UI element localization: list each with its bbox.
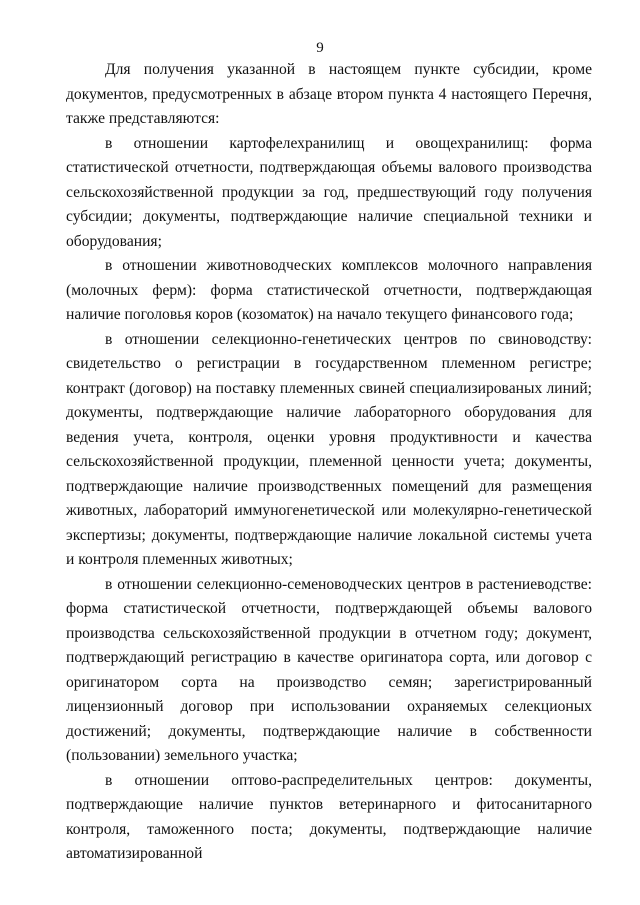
paragraph-seed-breeding-centers: в отношении селекционно-семеноводческих центров в растениеводстве: форма статистической отчетности, подтверждающей объемы валового производства сельскохозяйственной продукции в отчетном году; документ, подтверждающий регистрацию в качестве оригинатора сорта, или договор с оригинатором сорта на производство семян; зарегистрированный лицензионный договор при использовании охраняемых селекционых достижений; документы, подтверждающие наличие в собственности (пользовании) земельного участка; [66, 575, 592, 764]
paragraph-intro: Для получения указанной в настоящем пункте субсидии, кроме документов, предусмотренных в абзаце втором пункта 4 настоящего Перечня, также представляются: [66, 61, 592, 127]
page-number: 9 [316, 40, 324, 56]
paragraph-pig-breeding-centers: в отношении селекционно-генетических центров по свиноводству: свидетельство о регистрации в государственном племенном регистре; контракт (договор) на поставку племенных свиней специализированых линий; документы, подтверждающие наличие лабораторного оборудования для ведения учета, контроля, оценки уровня продуктивности и качества сельскохозяйственной продукции, племенной ценности учета; документы, подтверждающие наличие производственных помещений для размещения животных, лабораторий иммуногенетической или молекулярно-генетической экспертизы; документы, подтверждающие наличие локальной системы учета и контроля племенных животных; [66, 330, 592, 568]
paragraph-dairy-farms: в отношении животноводческих комплексов молочного направления (молочных ферм): форма статистической отчетности, подтверждающая наличие поголовья коров (козоматок) на начало текущего финансового года; [66, 257, 592, 323]
paragraph-wholesale-centers: в отношении оптово-распределительных центров: документы, подтверждающие наличие пунктов ветеринарного и фитосанитарного контроля, таможенного поста; документы, подтверждающие наличие автоматизированной [66, 771, 592, 862]
document-body [66, 58, 592, 862]
paragraph-storage-facilities: в отношении картофелехранилищ и овощехранилищ: форма статистической отчетности, подтверждающая объемы валового производства сельскохозяйственной продукции за год, предшествующий году получения субсидии; документы, подтверждающие наличие специальной техники и оборудования; [66, 134, 592, 250]
